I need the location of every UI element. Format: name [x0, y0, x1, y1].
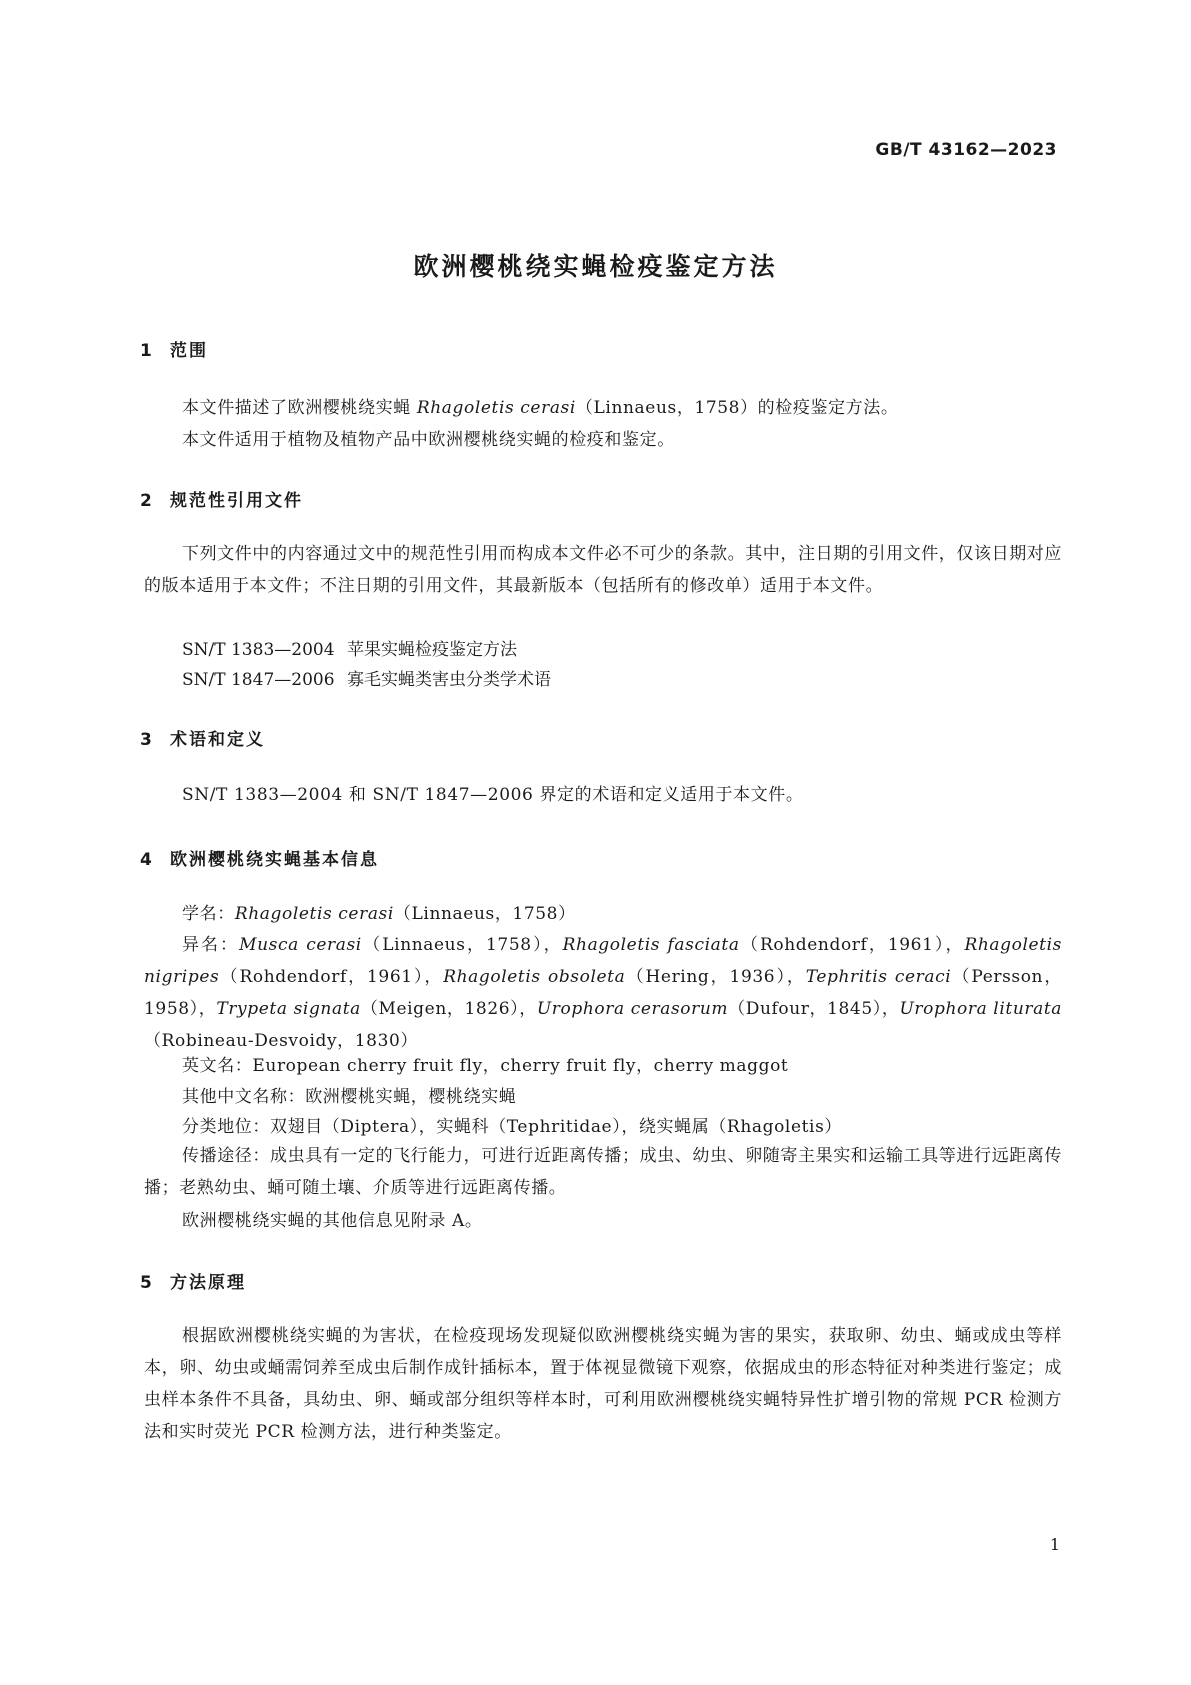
synonym-authority: （Dufour，1845）， — [728, 999, 900, 1019]
synonym-authority: （Meigen，1826）， — [360, 999, 537, 1019]
synonym-name: Rhagoletis nigripes — [144, 935, 1062, 987]
section-number: 1 — [140, 341, 154, 361]
synonym-name: Rhagoletis fasciata — [562, 935, 740, 955]
english-name-line: 英文名：European cherry fruit fly，cherry fruit fly，cherry maggot — [182, 1056, 789, 1076]
synonym-authority: （Rohdendorf，1961）， — [739, 935, 965, 955]
synonym-name: Trypeta signata — [216, 999, 361, 1019]
label: 学名： — [182, 904, 235, 924]
text-run: （Linnaeus，1758）的检疫鉴定方法。 — [575, 398, 899, 418]
authority: （Linnaeus，1758） — [393, 904, 576, 924]
section-number: 3 — [140, 730, 154, 750]
scope-paragraph-1 — [182, 392, 1062, 424]
taxonomy-line: 分类地位：双翅目（Diptera），实蝇科（Tephritidae），绕实蝇属（Rhagoletis） — [182, 1117, 843, 1137]
section-title: 方法原理 — [170, 1273, 246, 1293]
section-5-heading — [140, 1268, 246, 1293]
other-chinese-names-line: 其他中文名称：欧洲樱桃实蝇，樱桃绕实蝇 — [182, 1087, 517, 1107]
section-title: 范围 — [170, 341, 208, 361]
scientific-name-line — [182, 898, 1062, 930]
document-title: 欧洲樱桃绕实蝇检疫鉴定方法 — [413, 252, 778, 281]
method-principle-paragraph: 根据欧洲樱桃绕实蝇的为害状，在检疫现场发现疑似欧洲樱桃绕实蝇为害的果实，获取卵、幼虫、蛹或成虫等样本，卵、幼虫或蛹需饲养至成虫后制作成针插标本，置于体视显微镜下观察，依据成虫的形态特征对种类进行鉴定；成虫样本条件不具备，具幼虫、卵、蛹或部分组织等样本时，可利用欧洲樱桃绕实蝇特异性扩增引物的常规 PCR 检测方法和实时荧光 PCR 检测方法，进行种类鉴定。 — [144, 1326, 1062, 1442]
reference-code: SN/T 1383—2004 — [182, 640, 335, 660]
text-run: 本文件描述了欧洲樱桃绕实蝇 — [182, 398, 417, 418]
label: 异名： — [182, 935, 240, 955]
spread-route-paragraph: 传播途径：成虫具有一定的飞行能力，可进行近距离传播；成虫、幼虫、卵随寄主果实和运输工具等进行远距离传播；老熟幼虫、蛹可随土壤、介质等进行远距离传播。 — [144, 1146, 1062, 1198]
synonym-authority: （Rohdendorf，1961）， — [219, 967, 444, 987]
section-4-heading — [140, 845, 379, 870]
standard-code: GB/T 43162—2023 — [875, 140, 1057, 160]
synonym-authority: （Persson，1958）， — [144, 967, 1062, 1019]
synonym-name: Musca cerasi — [239, 935, 362, 955]
reference-item — [182, 635, 1062, 660]
section-number: 4 — [140, 850, 154, 870]
normative-references-paragraph: 下列文件中的内容通过文中的规范性引用而构成本文件必不可少的条款。其中，注日期的引用文件，仅该日期对应的版本适用于本文件；不注日期的引用文件，其最新版本（包括所有的修改单）适用于本文件。 — [144, 544, 1062, 596]
reference-code: SN/T 1847—2006 — [182, 670, 335, 690]
terms-paragraph: SN/T 1383—2004 和 SN/T 1847—2006 界定的术语和定义适用于本文件。 — [182, 785, 804, 805]
scope-paragraph-2: 本文件适用于植物及植物产品中欧洲樱桃绕实蝇的检疫和鉴定。 — [182, 430, 675, 450]
synonym-authority: （Hering，1936）， — [625, 967, 806, 987]
synonym-authority: （Linnaeus，1758）， — [361, 935, 563, 955]
synonym-name: Rhagoletis obsoleta — [443, 967, 626, 987]
section-1-heading — [140, 336, 208, 361]
synonym-name: Urophora liturata — [899, 999, 1062, 1019]
section-3-heading — [140, 725, 265, 750]
section-title: 规范性引用文件 — [170, 491, 303, 511]
synonyms-paragraph — [144, 929, 1062, 1057]
synonym-name: Tephritis ceraci — [805, 967, 952, 987]
reference-name: 苹果实蝇检疫鉴定方法 — [347, 640, 517, 660]
synonym-name: Urophora cerasorum — [536, 999, 729, 1019]
section-number: 2 — [140, 491, 154, 511]
section-number: 5 — [140, 1273, 154, 1293]
page-number: 1 — [1049, 1535, 1060, 1554]
appendix-reference-line: 欧洲樱桃绕实蝇的其他信息见附录 A。 — [182, 1211, 483, 1231]
section-2-heading — [140, 486, 303, 511]
section-title: 术语和定义 — [170, 730, 265, 750]
scientific-name: Rhagoletis cerasi — [416, 398, 576, 418]
section-title: 欧洲樱桃绕实蝇基本信息 — [170, 850, 379, 870]
synonym-authority: （Robineau-Desvoidy，1830） — [144, 1031, 419, 1051]
reference-item — [182, 665, 1062, 690]
reference-name: 寡毛实蝇类害虫分类学术语 — [347, 670, 551, 690]
scientific-name: Rhagoletis cerasi — [234, 904, 394, 924]
